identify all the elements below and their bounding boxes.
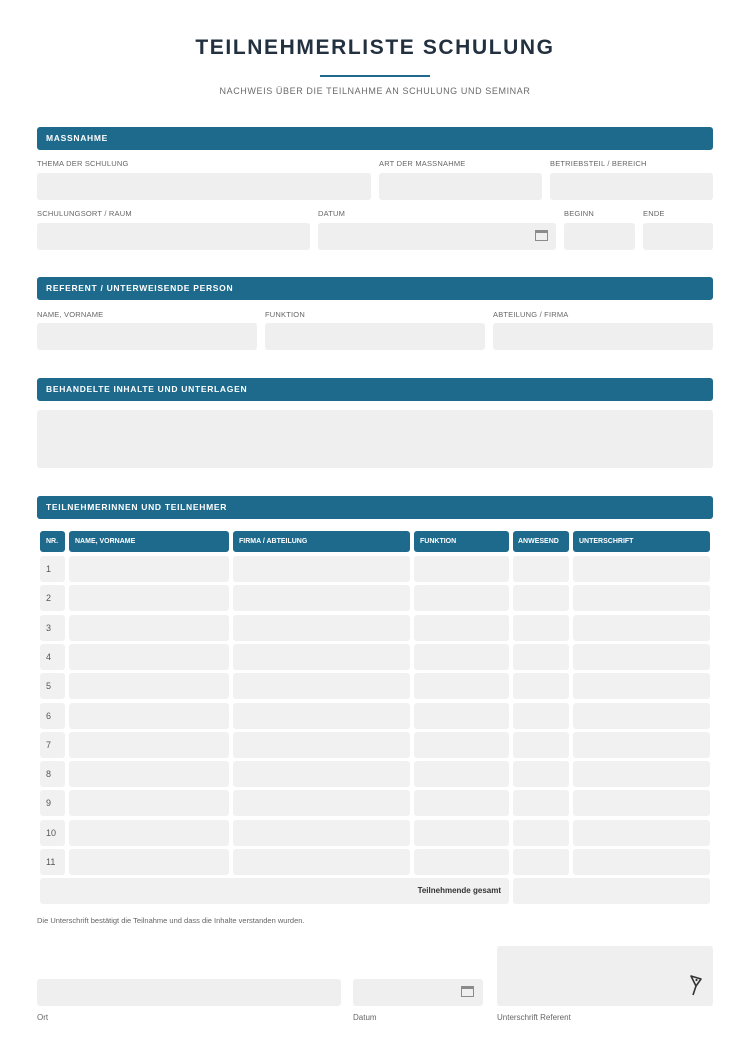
anwesend-cell[interactable]	[513, 615, 569, 641]
firma-cell[interactable]	[233, 820, 410, 846]
row-number-cell: 3	[40, 615, 65, 641]
unterschrift-cell[interactable]	[573, 615, 710, 641]
funktion-cell[interactable]	[414, 732, 509, 758]
art-field[interactable]	[379, 173, 542, 200]
datum-label: DATUM	[318, 209, 346, 218]
ende-field[interactable]	[643, 223, 713, 250]
row-number-cell: 1	[40, 556, 65, 582]
section-header-inhalte: BEHANDELTE INHALTE UND UNTERLAGEN	[37, 378, 713, 401]
datum-signature-label: Datum	[353, 1013, 377, 1022]
firma-cell[interactable]	[233, 790, 410, 816]
ort-raum-label: SCHULUNGSORT / RAUM	[37, 209, 132, 218]
name-cell[interactable]	[69, 732, 229, 758]
referent-name-label: NAME, VORNAME	[37, 310, 104, 319]
thema-field[interactable]	[37, 173, 371, 200]
pen-nib-icon	[689, 974, 703, 998]
unterschrift-cell[interactable]	[573, 673, 710, 699]
unterschrift-cell[interactable]	[573, 585, 710, 611]
row-number-cell: 9	[40, 790, 65, 816]
page-title: TEILNEHMERLISTE SCHULUNG	[195, 36, 555, 59]
name-cell[interactable]	[69, 615, 229, 641]
title-divider	[320, 75, 430, 77]
section-header-teilnehmer: TEILNEHMERINNEN UND TEILNEHMER	[37, 496, 713, 519]
anwesend-cell[interactable]	[513, 790, 569, 816]
inhalte-textarea[interactable]	[37, 410, 713, 468]
firma-cell[interactable]	[233, 732, 410, 758]
calendar-icon[interactable]	[461, 986, 474, 997]
name-cell[interactable]	[69, 585, 229, 611]
funktion-cell[interactable]	[414, 644, 509, 670]
referent-signature-field[interactable]	[497, 946, 713, 1006]
row-number-cell: 6	[40, 703, 65, 729]
art-label: ART DER MASSNAHME	[379, 159, 466, 168]
anwesend-cell[interactable]	[513, 849, 569, 875]
total-field[interactable]	[513, 878, 710, 904]
unterschrift-cell[interactable]	[573, 703, 710, 729]
datum-signature-field[interactable]	[353, 979, 483, 1006]
name-cell[interactable]	[69, 556, 229, 582]
unterschrift-cell[interactable]	[573, 556, 710, 582]
beginn-label: BEGINN	[564, 209, 594, 218]
firma-cell[interactable]	[233, 556, 410, 582]
anwesend-cell[interactable]	[513, 732, 569, 758]
ort-signature-field[interactable]	[37, 979, 341, 1006]
anwesend-cell[interactable]	[513, 703, 569, 729]
column-header-name: NAME, VORNAME	[69, 531, 229, 552]
firma-cell[interactable]	[233, 585, 410, 611]
firma-cell[interactable]	[233, 673, 410, 699]
column-header-funktion: FUNKTION	[414, 531, 509, 552]
column-header-nr: NR.	[40, 531, 65, 552]
section-header-massnahme: MASSNAHME	[37, 127, 713, 150]
unterschrift-cell[interactable]	[573, 849, 710, 875]
referent-name-field[interactable]	[37, 323, 257, 350]
row-number-cell: 8	[40, 761, 65, 787]
name-cell[interactable]	[69, 644, 229, 670]
unterschrift-cell[interactable]	[573, 820, 710, 846]
firma-cell[interactable]	[233, 615, 410, 641]
funktion-cell[interactable]	[414, 790, 509, 816]
column-header-anwesend: ANWESEND	[513, 531, 569, 552]
betriebsteil-label: BETRIEBSTEIL / BEREICH	[550, 159, 647, 168]
firma-cell[interactable]	[233, 761, 410, 787]
row-number-cell: 5	[40, 673, 65, 699]
funktion-cell[interactable]	[414, 849, 509, 875]
column-header-firma: FIRMA / ABTEILUNG	[233, 531, 410, 552]
ort-raum-field[interactable]	[37, 223, 310, 250]
beginn-field[interactable]	[564, 223, 635, 250]
total-label: Teilnehmende gesamt	[40, 878, 509, 904]
ende-label: ENDE	[643, 209, 665, 218]
referent-abteilung-label: ABTEILUNG / FIRMA	[493, 310, 569, 319]
betriebsteil-field[interactable]	[550, 173, 713, 200]
funktion-cell[interactable]	[414, 585, 509, 611]
name-cell[interactable]	[69, 673, 229, 699]
unterschrift-cell[interactable]	[573, 761, 710, 787]
name-cell[interactable]	[69, 761, 229, 787]
anwesend-cell[interactable]	[513, 585, 569, 611]
row-number-cell: 2	[40, 585, 65, 611]
name-cell[interactable]	[69, 820, 229, 846]
name-cell[interactable]	[69, 849, 229, 875]
unterschrift-cell[interactable]	[573, 790, 710, 816]
referent-funktion-field[interactable]	[265, 323, 485, 350]
name-cell[interactable]	[69, 790, 229, 816]
anwesend-cell[interactable]	[513, 673, 569, 699]
ort-signature-label: Ort	[37, 1013, 49, 1022]
anwesend-cell[interactable]	[513, 820, 569, 846]
funktion-cell[interactable]	[414, 615, 509, 641]
anwesend-cell[interactable]	[513, 644, 569, 670]
row-number-cell: 7	[40, 732, 65, 758]
footnote: Die Unterschrift bestätigt die Teilnahme und dass die Inhalte verstanden wurden.	[37, 916, 305, 925]
row-number-cell: 11	[40, 849, 65, 875]
funktion-cell[interactable]	[414, 820, 509, 846]
column-header-unterschrift: UNTERSCHRIFT	[573, 531, 710, 552]
firma-cell[interactable]	[233, 849, 410, 875]
unterschrift-cell[interactable]	[573, 644, 710, 670]
firma-cell[interactable]	[233, 644, 410, 670]
referent-signature-label: Unterschrift Referent	[497, 1013, 571, 1022]
calendar-icon[interactable]	[535, 230, 548, 241]
thema-label: THEMA DER SCHULUNG	[37, 159, 129, 168]
firma-cell[interactable]	[233, 703, 410, 729]
page-subtitle: NACHWEIS ÜBER DIE TEILNAHME AN SCHULUNG UND SEMINAR	[219, 86, 531, 96]
funktion-cell[interactable]	[414, 703, 509, 729]
referent-funktion-label: FUNKTION	[265, 310, 305, 319]
row-number-cell: 4	[40, 644, 65, 670]
section-header-referent: REFERENT / UNTERWEISENDE PERSON	[37, 277, 713, 300]
unterschrift-cell[interactable]	[573, 732, 710, 758]
funktion-cell[interactable]	[414, 556, 509, 582]
datum-field[interactable]	[318, 223, 556, 250]
name-cell[interactable]	[69, 703, 229, 729]
funktion-cell[interactable]	[414, 673, 509, 699]
referent-abteilung-field[interactable]	[493, 323, 713, 350]
anwesend-cell[interactable]	[513, 761, 569, 787]
anwesend-cell[interactable]	[513, 556, 569, 582]
funktion-cell[interactable]	[414, 761, 509, 787]
row-number-cell: 10	[40, 820, 65, 846]
